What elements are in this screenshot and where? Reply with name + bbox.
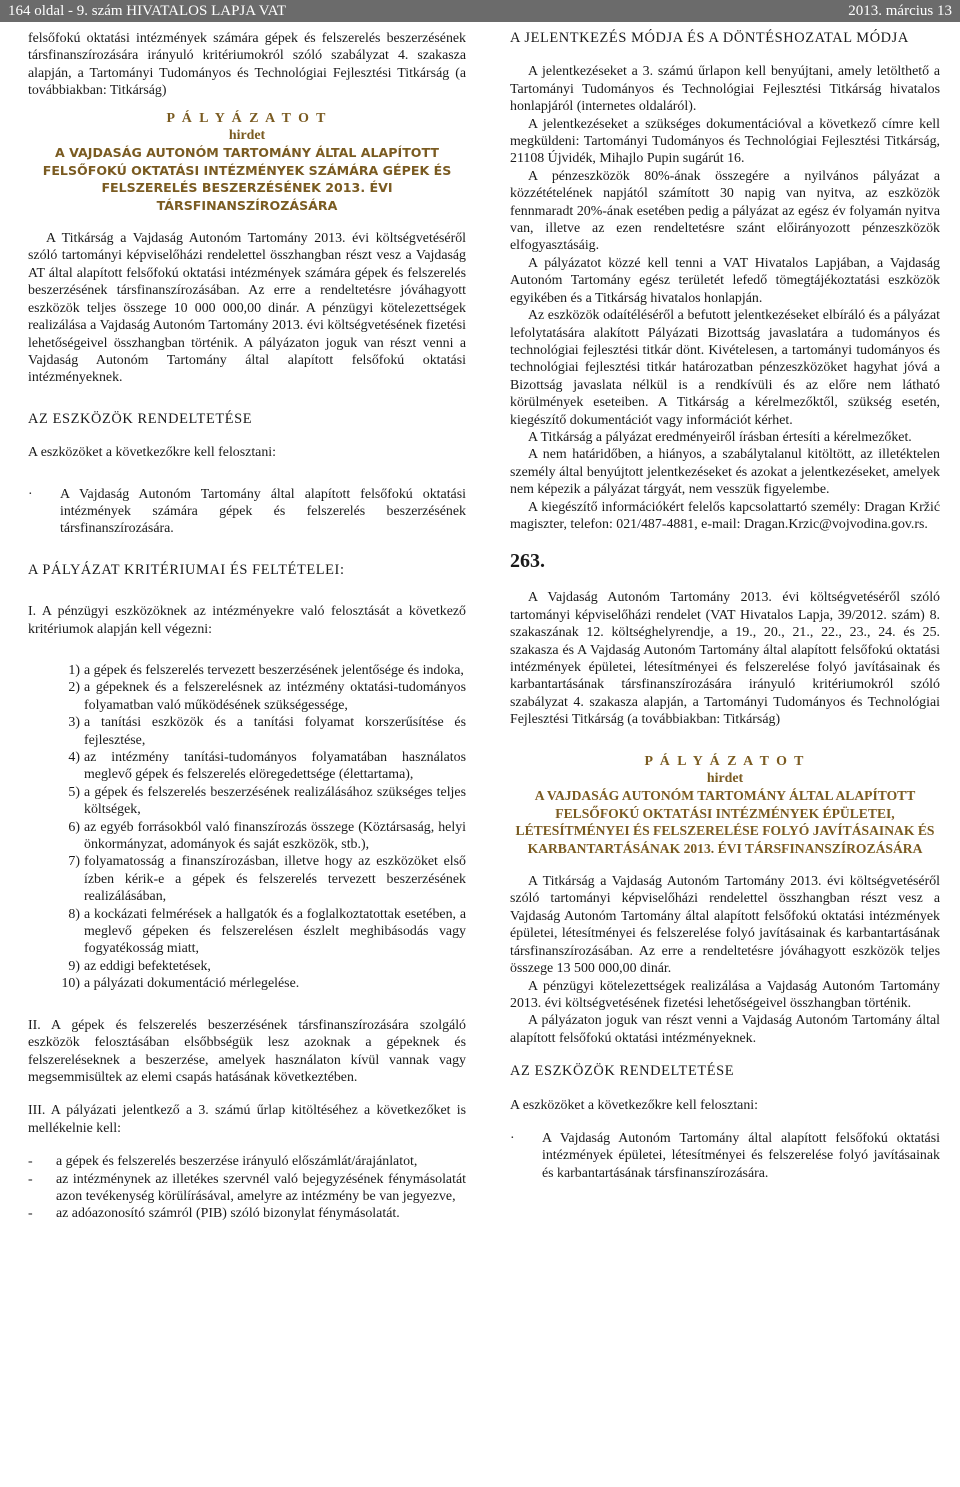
application-paragraph: Az eszközök odaítéléséről a befutott jelentkezéseket elbíráló és a pályázat lefolytatására alakított Pályázati Bizottság javaslatára a tudományos és technológiai fejlesztési titkár dönt. Kivételesen, a tartományi tudományos és technológiai fejlesztési titkár határozatban pénzeszközöket hagyhat jóvá a Bizottság javaslata nélkül is a rendkívüli és az előre nem látható körülmények eseteiben. A Titkárság a kérelmezőktől, szükség esetén, kiegészítő dokumentációt vagy információt kérhet. — [510, 308, 940, 428]
attachment-list — [28, 1153, 466, 1223]
bullet-mark: · — [28, 486, 33, 502]
contact-paragraph: A kiegészítő információkért felelős kapcsolattartó személy: Dragan Kržić magiszter, telefon: 021/487-4881, e-mail: Dragan.Krzic@vojvodina.gov.rs. — [510, 499, 940, 532]
bullet-text: A Vajdaság Autonóm Tartomány által alapított felsőfokú oktatási intézmények épületei, létesítményei és felszerelése folyó javításainak és karbantartásának társfinanszírozására. — [542, 1130, 940, 1181]
bullet-text: A Vajdaság Autonóm Tartomány által alapított felsőfokú oktatási intézmények számára gépek és felszerelés beszerzésének társfinanszírozására. — [60, 486, 466, 537]
purpose-bullet — [510, 1130, 940, 1182]
application-paragraph: A jelentkezéseket a szükséges dokumentációval a következő címre kell megküldeni: Tartományi Tudományos és Technológiai Fejlesztési Titkárság, 21108 Újvidék, Mihajlo Pupin sugárút 16. — [510, 116, 940, 167]
application-heading: A JELENTKEZÉS MÓDJA ÉS A DÖNTÉSHOZATAL MÓDJA — [510, 30, 909, 46]
criteria-item: 7) folyamatosság a finanszírozásban, illetve hogy az eszközöket első ízben kérik-e a gépek és felszerelés tervezett beszerzésének realizálásában, — [68, 854, 466, 905]
criteria-heading: A PÁLYÁZAT KRITÉRIUMAI ÉS FELTÉTELEI: — [28, 561, 345, 578]
criteria-item: 1) a gépek és felszerelés tervezett beszerzésének jelentősége és indoka, — [68, 662, 464, 678]
application-paragraph: A nem határidőben, a hiányos, a szabálytalanul kitöltött, az illetéktelen személy által benyújtott jelentkezéseket és azokat a jelentkezéseket, amelyek nem képezik a pályázat tárgyát, nem vesszük figyelembe. — [510, 447, 940, 498]
attachment-item: - az adóazonosító számról (PIB) szóló bizonylat fénymásolatát. — [28, 1206, 400, 1222]
tender-paragraph: A Titkárság a Vajdaság Autonóm Tartomány 2013. évi költségvetéséről szóló tartományi képviselőházi rendelettel összhangban részt vesz a Vajdaság AT által alapított felsőfokú oktatási intézmények számára gépek és felszerelés beszerzésének társfinanszírozásában. Az erre a rendeltetésre jóváhagyott eszközök teljes összege 10 000 000,00 dinár. A pénzügyi kötelezettségek realizálása a Vajdaság Autonóm Tartomány 2013. évi költségvetésének fizetési lehetőségeivel összhangban történik. A pályázaton joguk van részt venni a Vajdaság Autonóm Tartomány által alapított felsőfokú oktatási intézményeknek. — [28, 231, 466, 386]
decree-number: 263. — [510, 550, 545, 573]
tender-word: P Á L Y Á Z A T O T — [644, 753, 806, 769]
criteria-item: 5) a gépek és felszerelés beszerzésének realizálásához szükséges teljes költségek, — [68, 784, 466, 818]
criteria-item: 4) az intézmény tanítási-tudományos folyamatában használatos meglevő gépek és felszerelés elöregedettsége (élettartama), — [68, 750, 466, 783]
page-header — [0, 0, 960, 22]
announces-word: hirdet — [228, 128, 266, 144]
tender-title: A VAJDASÁG AUTONÓM TARTOMÁNY ÁLTAL ALAPÍTOTT FELSŐFOKÚ OKTATÁSI INTÉZMÉNYEK SZÁMÁRA GÉPEK ÉS FELSZERELÉS BESZERZÉSÉNEK 2013. ÉVI TÁRSFINANSZÍROZÁSÁRA — [42, 145, 452, 213]
header-issue: 164 oldal - 9. szám HIVATALOS LAPJA VAT — [8, 3, 286, 19]
application-paragraph: A jelentkezéseket a 3. számú űrlapon kell benyújtani, amely letölthető a Tartományi Tudományos és Technológiai Fejlesztési Titkárság hivatalos honlapjáról (internetes oldaláról). — [510, 64, 940, 115]
criteria-item: 9) az eddigi befektetések, — [68, 958, 211, 974]
section-one: I. A pénzügyi eszközöknek az intézményekre való felosztását a következő kritériumok alapján kell végezni: — [28, 604, 466, 637]
section-two: II. A gépek és felszerelés beszerzésének társfinanszírozására szolgáló eszközök felosztásában elsőbbségük lesz azoknak a gépeknek és felszereléseknek a beszerzése, amelyek használaton kívül vannak vagy megsemmisültek az elemi csapás hatásának következtében. — [28, 1017, 466, 1085]
section-three: III. A pályázati jelentkező a 3. számú űrlap kitöltéséhez a következőket is mellékelnie kell: — [28, 1103, 466, 1136]
purpose-heading: AZ ESZKÖZÖK RENDELTETÉSE — [510, 1063, 735, 1080]
attachment-item: - a gépek és felszerelés beszerzése irányuló előszámlát/árajánlatot, — [28, 1154, 418, 1170]
intro-paragraph: felsőfokú oktatási intézmények számára gépek és felszerelés beszerzésének társfinanszírozására irányuló kritériumokról szóló szabályzat 4. szakasza alapján, a Tartományi Tudományos és Technológiai Fejlesztési Titkárság (a továbbiakban: Titkárság) — [28, 31, 466, 99]
allocation-intro: A eszközöket a következőkre kell felosztani: — [28, 445, 277, 461]
tender-paragraph: A pénzügyi kötelezettségek realizálása a Vajdaság Autonóm Tartomány 2013. évi költségvetésének fizetési lehetőségeivel összhangban történik. — [510, 978, 940, 1011]
criteria-list — [28, 662, 466, 993]
criteria-item: 8) a kockázati felmérések a hallgatók és a foglalkoztatottak esetében, a meglevő gépeken és felszerelésen észlelt meghibásodás vagy fogyatékosság miatt, — [68, 906, 466, 957]
criteria-item: 10) a pályázati dokumentáció mérlegelése. — [61, 976, 300, 992]
announces-word: hirdet — [706, 771, 744, 787]
tender-word: P Á L Y Á Z A T O T — [166, 110, 328, 126]
bullet-mark: · — [510, 1130, 515, 1146]
attachment-item: - az intézménynek az illetékes szervnél való bejegyzésének fénymásolatát azon tevékenység körülírásával, amelyre az intézmény be van jegyezve, — [28, 1171, 466, 1204]
tender-paragraph: A Titkárság a Vajdaság Autonóm Tartomány 2013. évi költségvetéséről szóló tartományi képviselőházi rendelettel összhangban részt vesz a Vajdaság Autonóm Tartomány által alapított felsőfokú oktatási intézmények épületei, létesítményei és felszerelése folyó javításainak és karbantartásának társfinanszírozásában. Az erre a rendeltetésre jóváhagyott eszközök teljes összege 13 500 000,00 dinár. — [510, 874, 940, 977]
header-date: 2013. március 13 — [848, 3, 952, 19]
application-paragraph: A Titkárság a pályázat eredményeiről írásban értesíti a kérelmezőket. — [528, 429, 912, 445]
purpose-bullet — [28, 486, 466, 538]
application-paragraph: A pénzeszközök 80%-ának összegére a nyilvános pályázat a közzétételének napjától számított 30 napig van nyitva, az eszközök fennmaradt 20%-ának esetében pedig a pályázat az egész év folyamán nyitva van, illetve az ezen rendeltetésre szánt előirányozott pénzeszközök elfogyasztásáig. — [510, 168, 940, 254]
application-paragraph: A pályázatot közzé kell tenni a VAT Hivatalos Lapjában, a Vajdaság Autonóm Tartomány egész területét lefedő tömegtájékoztatási eszközök egyikében és a Titkárság hivatalos honlapján. — [510, 255, 940, 306]
decree-intro: A Vajdaság Autonóm Tartomány 2013. évi költségvetéséről szóló tartományi képviselőházi rendelet (VAT Hivatalos Lapja, 39/2012. szám) 8. szakaszának 12. költséghelyrendje, a 19., 20., 21., 22., 23., 24. és 25. szakasza és A Vajdaság Autonóm Tartomány által alapított felsőfokú oktatási intézmények épületei, létesítményei és felszerelése folyó javításainak és karbantartásának társfinanszírozására irányuló kritériumokról szóló szabályzat 4. szakasza alapján, a Tartományi Tudományos és Technológiai Fejlesztési Titkárság (a továbbiakban: Titkárság) — [510, 590, 940, 728]
criteria-item: 3) a tanítási eszközök és a tanítási folyamat korszerűsítése és fejlesztése, — [68, 715, 466, 748]
criteria-item: 2) a gépeknek és a felszerelésnek az intézmény oktatási-tudományos folyamatban való működésének szükségessége, — [68, 680, 466, 713]
tender-title: A VAJDASÁG AUTONÓM TARTOMÁNY ÁLTAL ALAPÍTOTT FELSŐFOKÚ OKTATÁSI INTÉZMÉNYEK ÉPÜLETEI, LÉTESÍTMÉNYEI ÉS FELSZERELÉSE FOLYÓ JAVÍTÁSAINAK ÉS KARBANTARTÁSÁNAK 2013. ÉVI TÁRSFINANSZÍROZÁSÁRA — [515, 788, 935, 856]
criteria-item: 6) az egyéb forrásokból való finanszírozás összege (Köztársaság, helyi önkormányzat, adományok és saját eszközök, stb.), — [68, 819, 466, 853]
right-column — [510, 30, 940, 1182]
purpose-heading: AZ ESZKÖZÖK RENDELTETÉSE — [28, 410, 253, 427]
left-column — [28, 30, 466, 1223]
tender-paragraph: A pályázaton joguk van részt venni a Vajdaság Autonóm Tartomány által alapított felsőfokú oktatási intézményeknek. — [510, 1013, 940, 1046]
allocation-intro: A eszközöket a következőkre kell felosztani: — [510, 1097, 759, 1113]
